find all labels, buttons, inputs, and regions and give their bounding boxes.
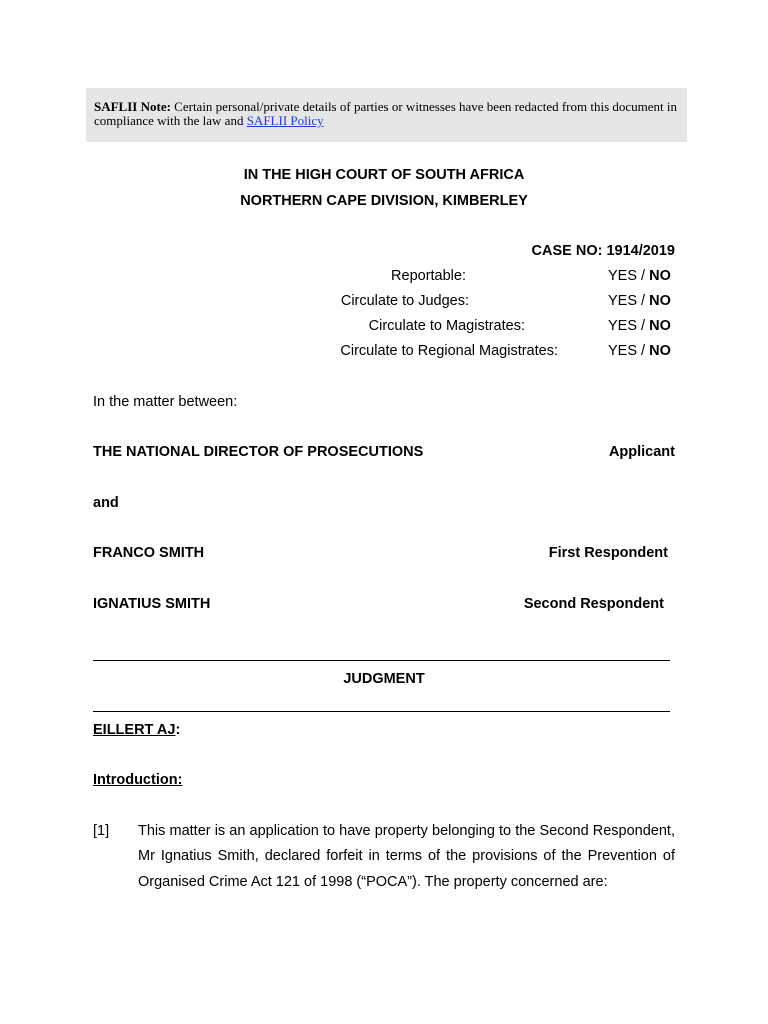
flag-reportable-value [608,268,671,284]
saflii-note [86,88,687,142]
applicant-name: THE NATIONAL DIRECTOR OF PROSECUTIONS [93,444,424,460]
judge-name-text: EILLERT AJ [93,722,176,738]
saflii-policy-link[interactable]: SAFLII Policy [246,113,324,128]
applicant-role: Applicant [608,444,675,460]
no-text: NO [649,293,671,309]
matter-between: In the matter between: [93,394,238,410]
paragraph-text: This matter is an application to have property belonging to the Second Respondent, Mr Ignatius Smith, declared forfeit in terms of the provisions of the Prevention of Organised Crime Act 121 of 1998 (“POCA”). The property concerned are: [138,823,675,890]
flag-judges-label: Circulate to Judges: [340,293,469,309]
saflii-note-text: Certain personal/private details of parties or witnesses have been redacted from this document in compliance with the law and [94,99,678,128]
court-division: NORTHERN CAPE DIVISION, KIMBERLEY [240,193,528,209]
yes-text: YES / [608,318,646,334]
judge-colon: : [175,722,181,738]
paragraph-number: [1] [93,823,110,839]
flag-reportable-label: Reportable: [391,268,466,284]
flag-regional-value [608,343,671,359]
second-respondent-name: IGNATIUS SMITH [93,596,211,612]
flag-regional-label: Circulate to Regional Magistrates: [340,343,558,359]
flag-judges-value [608,293,671,309]
first-respondent-name: FRANCO SMITH [93,545,205,561]
no-text: NO [649,268,671,284]
case-number: CASE NO: 1914/2019 [531,243,675,259]
flag-magistrates-label: Circulate to Magistrates: [368,318,525,334]
court-name: IN THE HIGH COURT OF SOUTH AFRICA [243,167,525,183]
no-text: NO [649,343,671,359]
yes-text: YES / [608,343,646,359]
judgment-title: JUDGMENT [343,671,425,687]
judge-name [93,722,180,738]
introduction-heading: Introduction: [93,772,183,788]
flag-magistrates-value [608,318,671,334]
divider-top [93,660,670,661]
divider-bottom [93,711,670,712]
yes-text: YES / [608,268,646,284]
saflii-note-label: SAFLII Note: [94,99,171,114]
no-text: NO [649,318,671,334]
yes-text: YES / [608,293,646,309]
first-respondent-role: First Respondent [548,545,668,561]
second-respondent-role: Second Respondent [523,596,664,612]
and-text: and [93,495,119,511]
